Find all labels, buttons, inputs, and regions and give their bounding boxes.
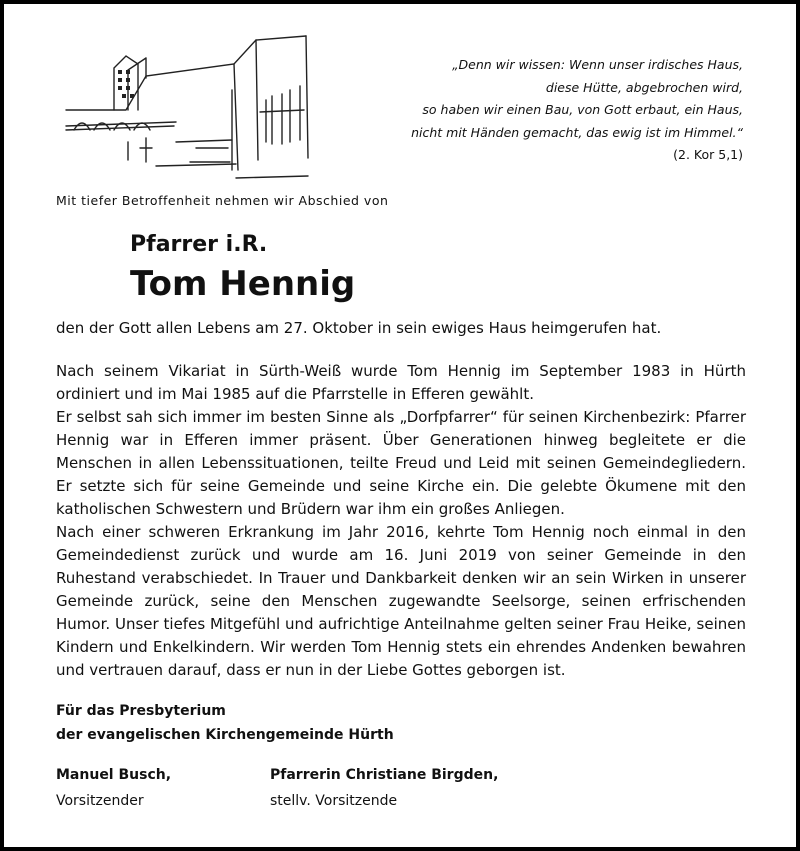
organization-line: Für das Presbyterium (56, 703, 226, 719)
verse-line: so haben wir einen Bau, von Gott erbaut, ein Haus, (422, 102, 743, 117)
deceased-name: Tom Hennig (130, 264, 356, 304)
signatory-name: Pfarrerin Christiane Birgden, (270, 767, 499, 783)
signatory-name: Manuel Busch, (56, 767, 172, 783)
lead-sentence: den der Gott allen Lebens am 27. Oktober in sein ewiges Haus heimgerufen hat. (56, 319, 662, 337)
obituary-notice (4, 4, 796, 847)
organization-block (56, 699, 394, 747)
organization-line: der evangelischen Kirchengemeinde Hürth (56, 727, 394, 743)
title-prefix: Pfarrer i.R. (130, 232, 268, 257)
bible-verse (323, 54, 743, 167)
signatory-role: stellv. Vorsitzende (270, 793, 398, 809)
body-text (56, 317, 746, 682)
signature-block (56, 762, 171, 814)
verse-line: diese Hütte, abgebrochen wird, (545, 79, 743, 95)
body-paragraph: Er selbst sah sich immer im besten Sinne als „Dorfpfarrer“ für seinen Kirchenbezirk: Pfarrer Hennig war in Efferen immer präsent. Über Generationen hinweg begleitete er die Menschen in allen Lebenssituationen, teilte Freud und Leid mit seinen Gemeindegliedern. Er setzte sich für seine Gemeinde und seine Kirche ein. Die gelebte Ökumene mit den katholischen Schwestern und Brüdern war ihm ein großes Anliegen. (56, 408, 746, 518)
verse-line: „Denn wir wissen: Wenn unser irdisches Haus, (452, 57, 743, 72)
body-paragraph: Nach einer schweren Erkrankung im Jahr 2016, kehrte Tom Hennig noch einmal in den Gemeindedienst zurück und wurde am 16. Juni 2019 von seiner Gemeinde in den Ruhestand verabschiedet. In Trauer und Dankbarkeit denken wir an sein Wirken in unserer Gemeinde zurück, seine den Menschen zugewandte Seelsorge, seinen erfrischenden Humor. Unser tiefes Mitgefühl und aufrichtige Anteilnahme gelten seiner Frau Heike, seinen Kindern und Enkelkindern. Wir werden Tom Hennig stets ein ehrendes Andenken bewahren und vertrauen darauf, dass er nun in der Liebe Gottes geborgen ist. (56, 523, 746, 679)
signature-block (270, 762, 498, 814)
church-sketch-icon (56, 30, 316, 180)
verse-reference: (2. Kor 5,1) (673, 147, 743, 162)
verse-line: nicht mit Händen gemacht, das ewig ist im Himmel.“ (411, 124, 743, 140)
intro-text: Mit tiefer Betroffenheit nehmen wir Abschied von (56, 193, 389, 208)
signatory-role: Vorsitzender (56, 793, 144, 809)
body-paragraph: Nach seinem Vikariat in Sürth-Weiß wurde Tom Hennig im September 1983 in Hürth ordiniert und im Mai 1985 auf die Pfarrstelle in Efferen gewählt. (56, 362, 746, 403)
